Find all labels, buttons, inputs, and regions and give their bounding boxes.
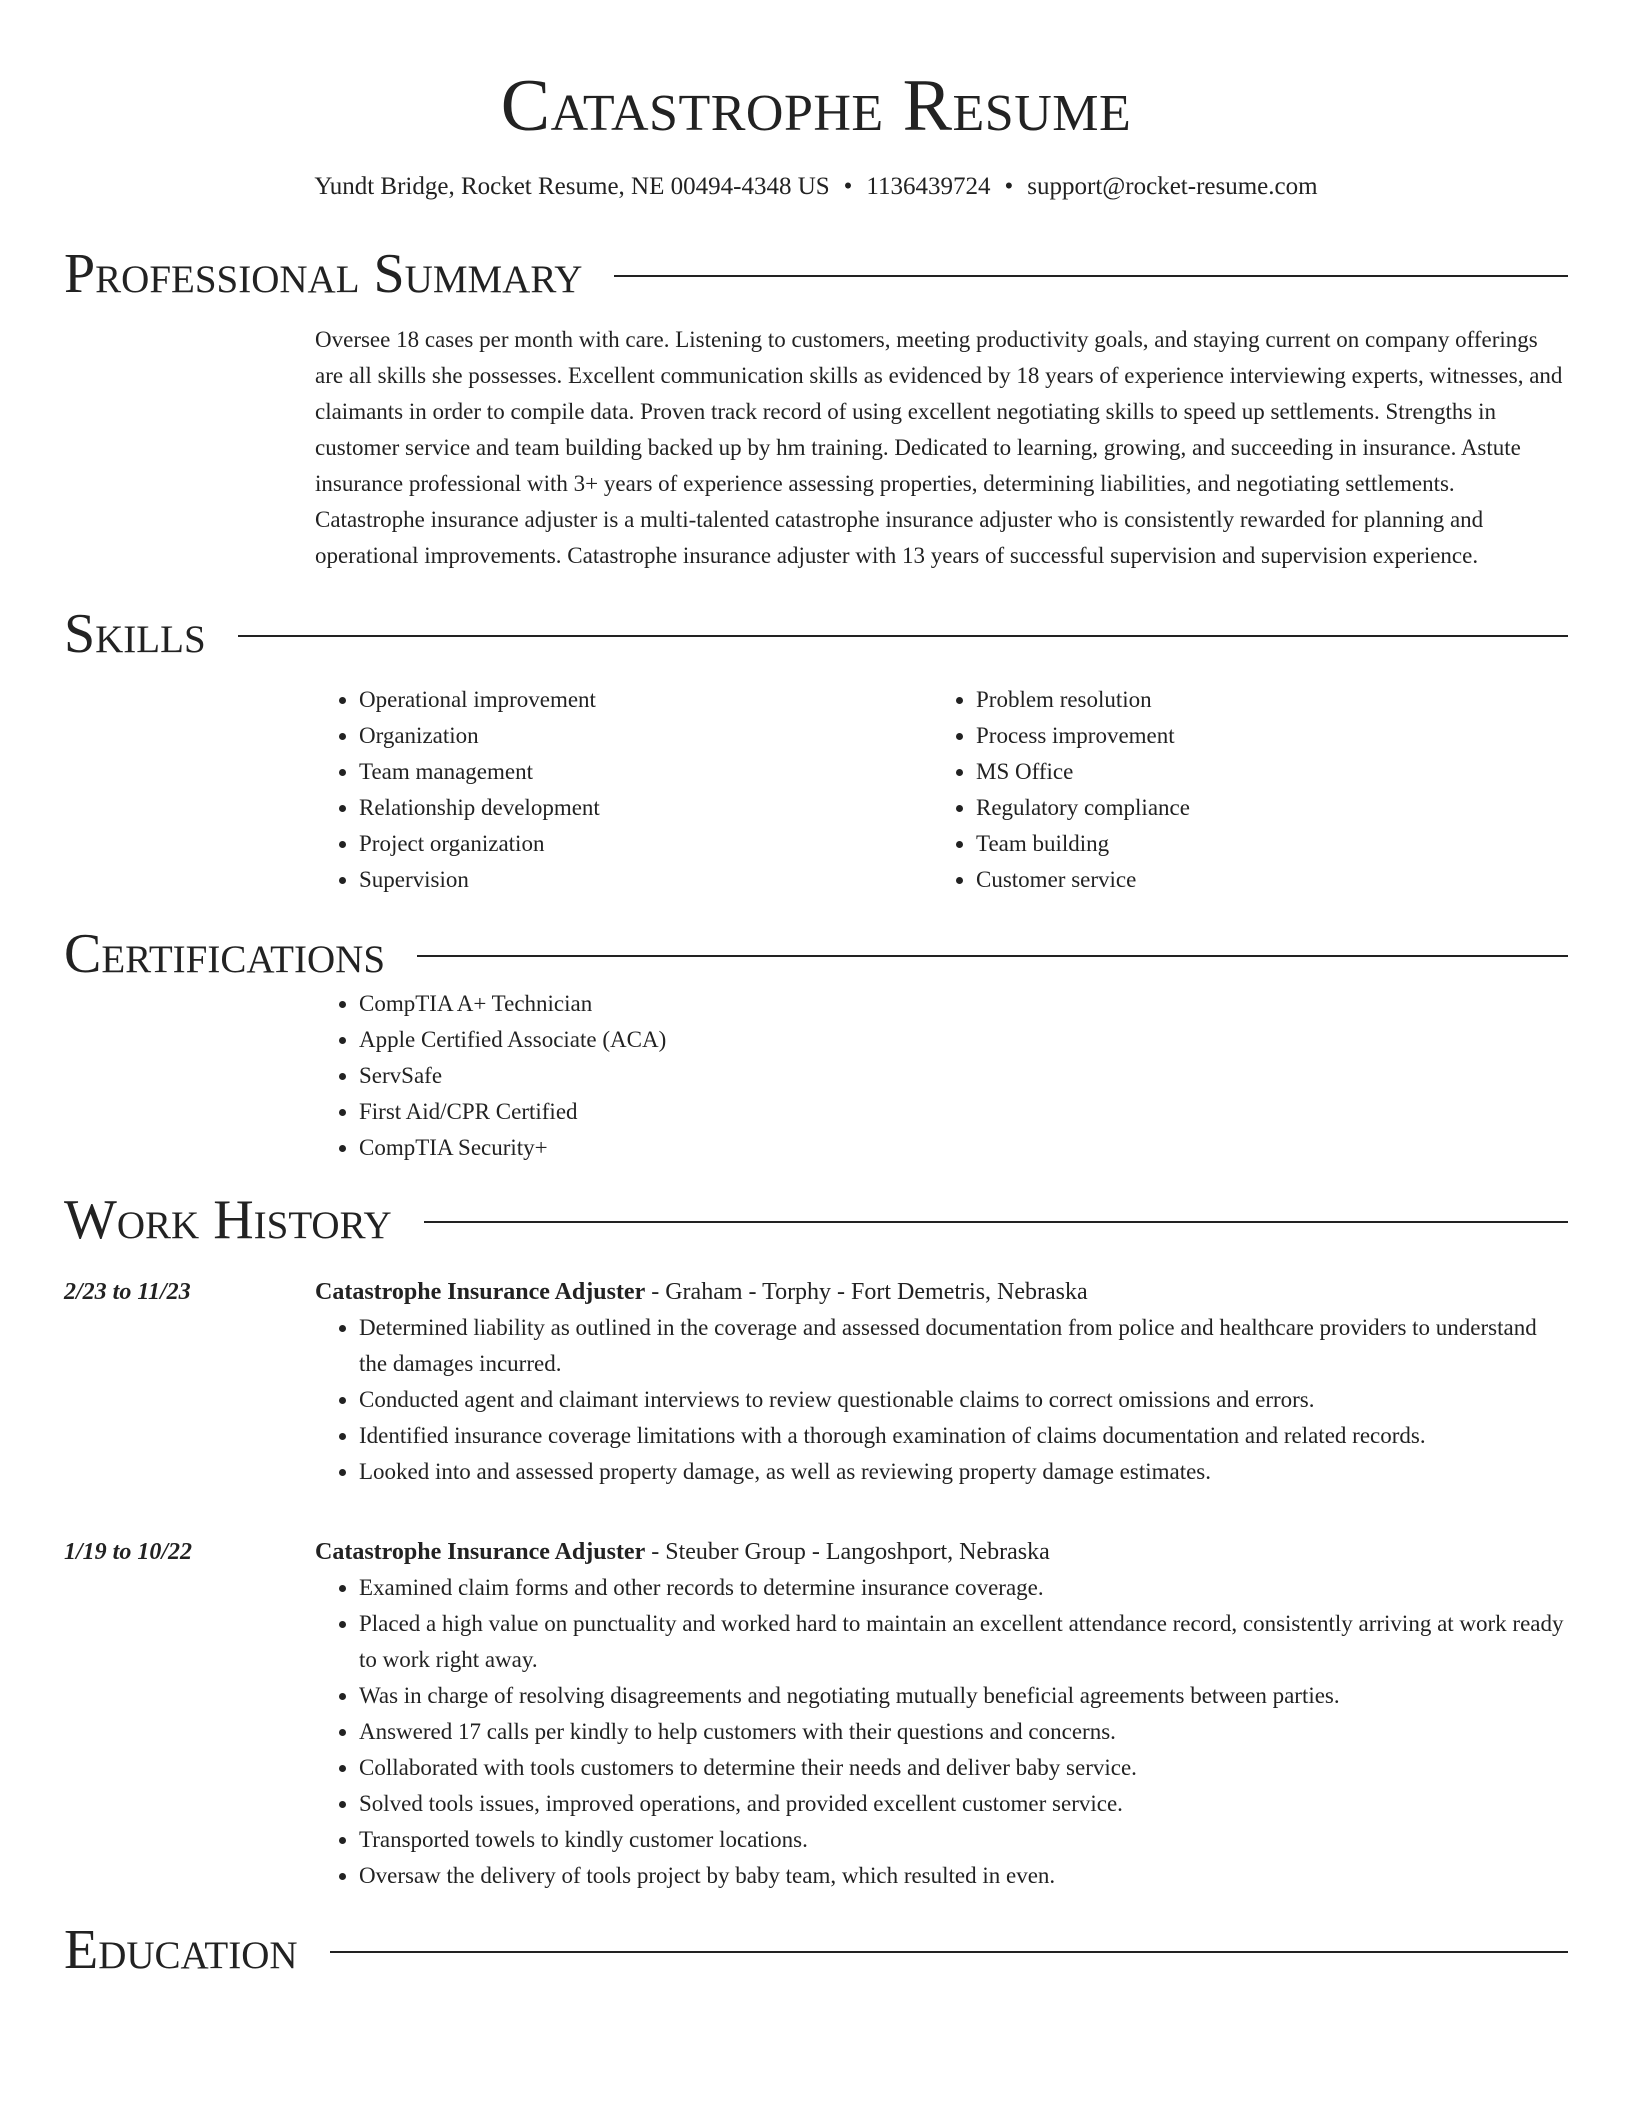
skills-list-left <box>315 682 932 898</box>
section-divider <box>424 1221 1568 1223</box>
contact-phone: 1136439724 <box>866 173 991 200</box>
skill-item: • Team management <box>359 754 932 790</box>
certification-item: • Apple Certified Associate (ACA) <box>359 1022 1568 1058</box>
summary-section-header <box>64 242 1568 306</box>
education-section-title: Education <box>64 1919 298 1981</box>
certification-item: • ServSafe <box>359 1058 1568 1094</box>
job-bullet: • Placed a high value on punctuality and worked hard to maintain an excellent attendance record, consistently arriving at work ready to work right away. <box>359 1606 1568 1678</box>
contact-separator: • <box>1004 173 1014 200</box>
job-details <box>315 1274 1568 1490</box>
skill-item: • Team building <box>976 826 1549 862</box>
contact-email: support@rocket-resume.com <box>1027 173 1318 200</box>
job-bullet: • Answered 17 calls per kindly to help customers with their questions and concerns. <box>359 1714 1568 1750</box>
job-dates: 2/23 to 11/23 <box>64 1279 191 1305</box>
skills-section-title: Skills <box>64 603 206 665</box>
skills-grid <box>315 682 1568 898</box>
section-divider <box>238 635 1568 637</box>
summary-section-title: Professional Summary <box>64 243 583 305</box>
job-bullet: • Solved tools issues, improved operations, and provided excellent customer service. <box>359 1786 1568 1822</box>
skill-item: • MS Office <box>976 754 1549 790</box>
certification-item: • CompTIA Security+ <box>359 1130 1568 1166</box>
section-divider <box>330 1951 1568 1953</box>
job-employer: - Graham - Torphy - Fort Demetris, Nebraska <box>645 1279 1088 1305</box>
skills-section-header <box>64 602 1568 666</box>
job-bullet: • Examined claim forms and other records to determine insurance coverage. <box>359 1570 1568 1606</box>
skills-list-right <box>932 682 1549 898</box>
job-entry <box>64 1274 1568 1490</box>
job-bullet: • Identified insurance coverage limitations with a thorough examination of claims documentation and related records. <box>359 1418 1568 1454</box>
skill-item: • Operational improvement <box>359 682 932 718</box>
skills-section-body <box>315 682 1568 898</box>
job-entry <box>64 1534 1568 1894</box>
job-bullet: • Conducted agent and claimant interviews to review questionable claims to correct omissions and errors. <box>359 1382 1568 1418</box>
skill-item: • Organization <box>359 718 932 754</box>
job-heading <box>315 1534 1568 1570</box>
certifications-section-body <box>315 986 1568 1166</box>
work-history-section-title: Work History <box>64 1189 392 1251</box>
certification-item: • CompTIA A+ Technician <box>359 986 1568 1022</box>
job-title: Catastrophe Insurance Adjuster <box>315 1539 646 1565</box>
section-divider <box>614 275 1568 277</box>
skills-column-right <box>932 682 1549 898</box>
job-bullet-list <box>315 1570 1568 1894</box>
skill-item: • Project organization <box>359 826 932 862</box>
job-details <box>315 1534 1568 1894</box>
job-bullet: • Oversaw the delivery of tools project by baby team, which resulted in even. <box>359 1858 1568 1894</box>
skill-item: • Process improvement <box>976 718 1549 754</box>
summary-text: Oversee 18 cases per month with care. Listening to customers, meeting productivity goals, and staying current on company offerings are all skills she possesses. Excellent communication skills as evidenced by 18 years of experience interviewing experts, witnesses, and claimants in order to compile data. Proven track record of using excellent negotiating skills to speed up settlements. Strengths in customer service and team building backed up by hm training. Dedicated to learning, growing, and succeeding in insurance. Astute insurance professional with 3+ years of experience assessing properties, determining liabilities, and negotiating settlements. Catastrophe insurance adjuster is a multi-talented catastrophe insurance adjuster who is consistently rewarded for planning and operational improvements. Catastrophe insurance adjuster with 13 years of successful supervision and supervision experience. <box>315 327 1563 568</box>
job-employer: - Steuber Group - Langoshport, Nebraska <box>645 1539 1050 1565</box>
job-bullet: • Looked into and assessed property damage, as well as reviewing property damage estimates. <box>359 1454 1568 1490</box>
summary-section-body <box>315 322 1568 574</box>
certifications-section-header <box>64 922 1568 986</box>
contact-address: Yundt Bridge, Rocket Resume, NE 00494-4348 US <box>314 173 830 200</box>
skill-item: • Problem resolution <box>976 682 1549 718</box>
skill-item: • Relationship development <box>359 790 932 826</box>
skill-item: • Customer service <box>976 862 1549 898</box>
skills-column-left <box>315 682 932 898</box>
job-bullet: • Determined liability as outlined in the coverage and assessed documentation from police and healthcare providers to understand the damages incurred. <box>359 1310 1568 1382</box>
certifications-section-title: Certifications <box>64 923 386 985</box>
contact-line <box>64 172 1568 202</box>
job-bullet: • Collaborated with tools customers to determine their needs and deliver baby service. <box>359 1750 1568 1786</box>
certifications-list <box>315 986 1568 1166</box>
job-bullet-list <box>315 1310 1568 1490</box>
skill-item: • Supervision <box>359 862 932 898</box>
contact-separator: • <box>843 173 853 200</box>
job-bullet: • Was in charge of resolving disagreements and negotiating mutually beneficial agreements between parties. <box>359 1678 1568 1714</box>
resume-name: Catastrophe Resume <box>500 65 1132 147</box>
job-heading <box>315 1274 1568 1310</box>
certification-item: • First Aid/CPR Certified <box>359 1094 1568 1130</box>
section-divider <box>417 955 1568 957</box>
job-bullet: • Transported towels to kindly customer locations. <box>359 1822 1568 1858</box>
job-title: Catastrophe Insurance Adjuster <box>315 1279 646 1305</box>
job-dates: 1/19 to 10/22 <box>64 1539 193 1565</box>
skill-item: • Regulatory compliance <box>976 790 1549 826</box>
education-section-header <box>64 1918 1568 1982</box>
work-history-section-header <box>64 1188 1568 1252</box>
